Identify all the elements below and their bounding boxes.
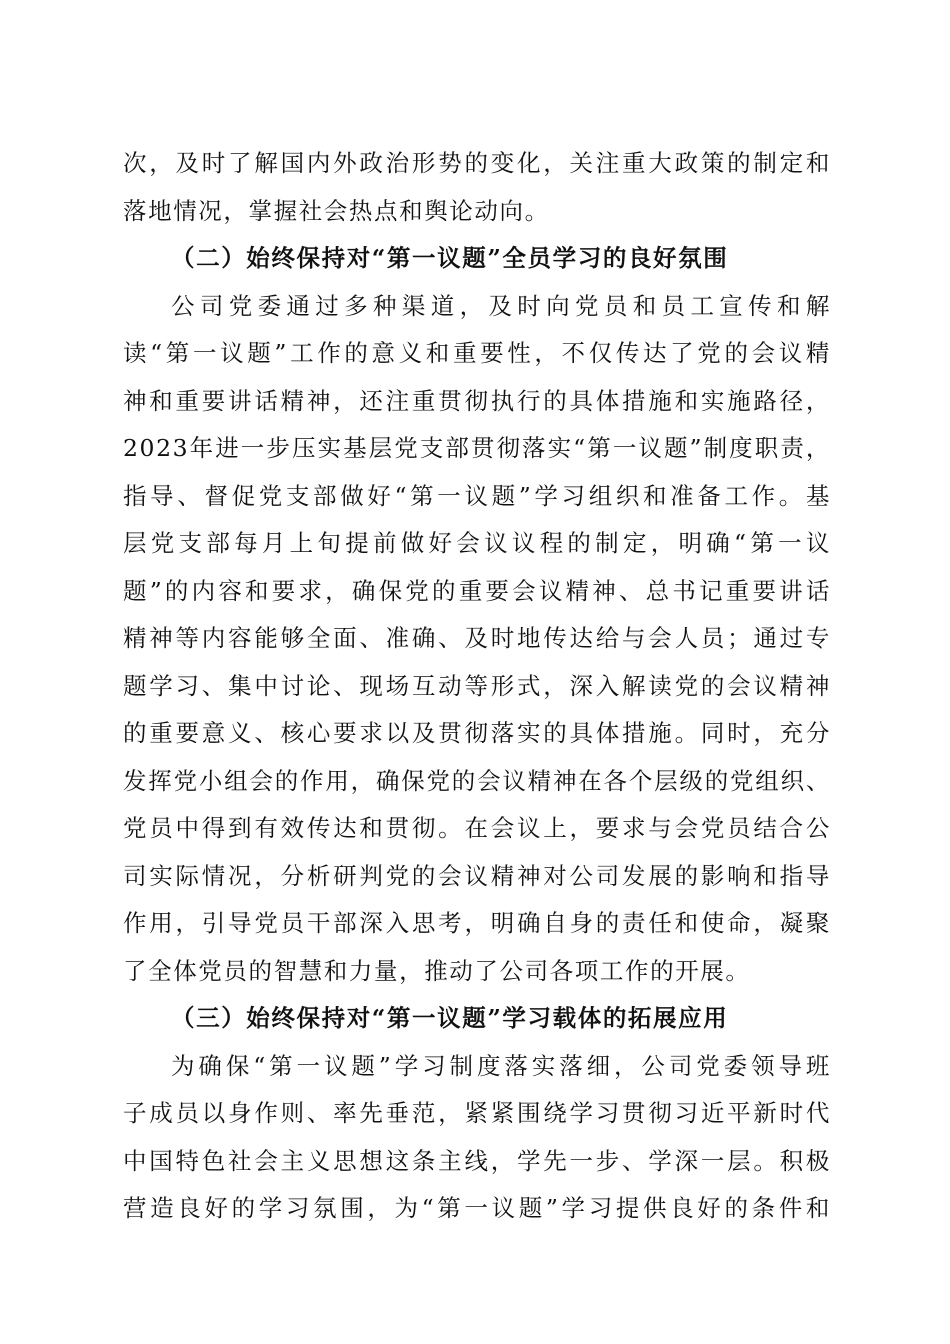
paragraph-line: 司实际情况，分析研判党的会议精神对公司发展的影响和指导: [123, 861, 831, 890]
paragraph-line: 了全体党员的智慧和力量，推动了公司各项工作的开展。: [123, 956, 751, 985]
section-heading: （三）始终保持对“第一议题”学习载体的拓展应用: [171, 1004, 729, 1032]
paragraph-line: 2023年进一步压实基层党支部贯彻落实“第一议题”制度职责，: [123, 434, 831, 462]
paragraph-line: 营造良好的学习氛围，为“第一议题”学习提供良好的条件和: [123, 1194, 831, 1222]
paragraph-line: 题学习、集中讨论、现场互动等形式，深入解读党的会议精神: [123, 671, 831, 700]
paragraph-line: 题”的内容和要求，确保党的重要会议精神、总书记重要讲话: [123, 576, 831, 605]
paragraph-line: 公司党委通过多种渠道，及时向党员和员工宣传和解: [171, 291, 831, 320]
paragraph-line: 为确保“第一议题”学习制度落实落细，公司党委领导班: [171, 1051, 831, 1080]
paragraph-line: 读“第一议题”工作的意义和重要性，不仅传达了党的会议精: [123, 339, 831, 367]
paragraph-line: 子成员以身作则、率先垂范，紧紧围绕学习贯彻习近平新时代: [123, 1099, 831, 1127]
paragraph-line: 党员中得到有效传达和贯彻。在会议上，要求与会党员结合公: [123, 814, 831, 842]
paragraph-line: 中国特色社会主义思想这条主线，学先一步、学深一层。积极: [123, 1146, 831, 1175]
document-body: [123, 140, 831, 1233]
paragraph-line: 神和重要讲话精神，还注重贯彻执行的具体措施和实施路径，: [123, 386, 831, 415]
paragraph-line: 发挥党小组会的作用，确保党的会议精神在各个层级的党组织、: [123, 766, 831, 795]
paragraph-line: 落地情况，掌握社会热点和舆论动向。: [123, 196, 550, 225]
paragraph-line: 作用，引导党员干部深入思考，明确自身的责任和使命，凝聚: [123, 909, 831, 937]
paragraph-line: 次，及时了解国内外政治形势的变化，关注重大政策的制定和: [123, 149, 831, 177]
section-heading: （二）始终保持对“第一议题”全员学习的良好氛围: [171, 244, 729, 272]
paragraph-line: 精神等内容能够全面、准确、及时地传达给与会人员；通过专: [123, 624, 831, 652]
paragraph-line: 指导、督促党支部做好“第一议题”学习组织和准备工作。基: [123, 481, 831, 510]
paragraph-line: 层党支部每月上旬提前做好会议议程的制定，明确“第一议: [123, 529, 831, 557]
paragraph-line: 的重要意义、核心要求以及贯彻落实的具体措施。同时，充分: [123, 719, 831, 747]
